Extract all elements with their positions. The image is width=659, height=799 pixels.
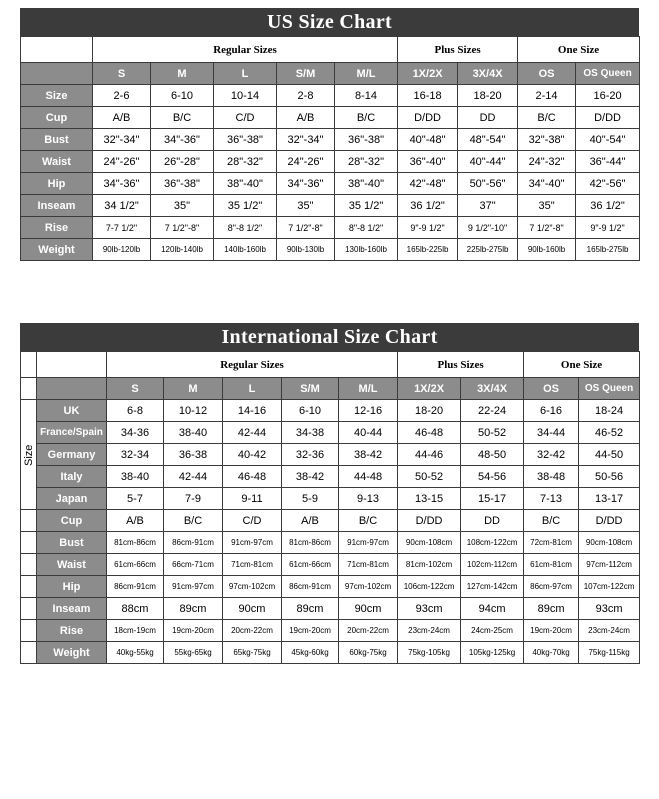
us-cell: 130lb-160lb — [335, 239, 398, 261]
intl-side-blank — [21, 576, 37, 598]
intl-cell: 5-9 — [282, 488, 339, 510]
intl-size-chart-block — [20, 323, 639, 664]
intl-cell: 97cm-112cm — [579, 554, 640, 576]
us-cell: B/C — [151, 107, 214, 129]
intl-cell: 36-38 — [164, 444, 223, 466]
intl-cell: B/C — [164, 510, 223, 532]
intl-cell: 18cm-19cm — [107, 620, 164, 642]
intl-cell: 44-48 — [339, 466, 398, 488]
us-group-header-row — [21, 37, 640, 63]
intl-row-label-france-spain: France/Spain — [37, 422, 107, 444]
us-code-corner — [21, 63, 93, 85]
intl-group-regular: Regular Sizes — [107, 352, 398, 378]
us-cell: 38"-40" — [214, 173, 277, 195]
intl-row-label-italy: Italy — [37, 466, 107, 488]
us-code-sm: S/M — [277, 63, 335, 85]
us-cell: 26"-28" — [151, 151, 214, 173]
us-cell: 35" — [151, 195, 214, 217]
table-row — [21, 532, 640, 554]
table-row — [21, 466, 640, 488]
us-row-label-waist: Waist — [21, 151, 93, 173]
intl-cell: 24cm-25cm — [461, 620, 524, 642]
table-row — [21, 642, 640, 664]
intl-cell: 55kg-65kg — [164, 642, 223, 664]
intl-cell: 61cm-66cm — [282, 554, 339, 576]
intl-cell: 45kg-60kg — [282, 642, 339, 664]
intl-cell: 38-48 — [524, 466, 579, 488]
intl-cell: 90cm — [223, 598, 282, 620]
intl-cell: 105kg-125kg — [461, 642, 524, 664]
intl-cell: 19cm-20cm — [524, 620, 579, 642]
intl-cell: 32-34 — [107, 444, 164, 466]
intl-cell: 40-42 — [223, 444, 282, 466]
us-cell: 8"-8 1/2" — [214, 217, 277, 239]
intl-code-ml: M/L — [339, 378, 398, 400]
us-cell: 24"-32" — [518, 151, 576, 173]
us-cell: 48"-54" — [458, 129, 518, 151]
intl-cell: 6-8 — [107, 400, 164, 422]
intl-cell: 32-36 — [282, 444, 339, 466]
intl-cell: 89cm — [164, 598, 223, 620]
us-cell: 38"-40" — [335, 173, 398, 195]
us-code-os-queen: OS Queen — [576, 63, 640, 85]
us-cell: 34"-36" — [93, 173, 151, 195]
intl-cell: 88cm — [107, 598, 164, 620]
us-cell: 90lb-130lb — [277, 239, 335, 261]
intl-cell: 38-40 — [164, 422, 223, 444]
us-row-label-inseam: Inseam — [21, 195, 93, 217]
table-row — [21, 239, 640, 261]
us-cell: A/B — [277, 107, 335, 129]
intl-row-label-hip: Hip — [37, 576, 107, 598]
us-cell: 165lb-275lb — [576, 239, 640, 261]
us-cell: 34"-40" — [518, 173, 576, 195]
intl-cell: 22-24 — [461, 400, 524, 422]
us-cell: 16-20 — [576, 85, 640, 107]
us-cell: 90lb-120lb — [93, 239, 151, 261]
us-cell: 7 1/2"-8" — [277, 217, 335, 239]
intl-cell: 61cm-81cm — [524, 554, 579, 576]
intl-cell: D/DD — [579, 510, 640, 532]
intl-cell: 89cm — [282, 598, 339, 620]
us-cell: C/D — [214, 107, 277, 129]
us-group-regular: Regular Sizes — [93, 37, 398, 63]
table-row — [21, 620, 640, 642]
intl-cell: 127cm-142cm — [461, 576, 524, 598]
us-cell: 36 1/2" — [576, 195, 640, 217]
intl-row-label-japan: Japan — [37, 488, 107, 510]
us-cell: 34 1/2" — [93, 195, 151, 217]
us-cell: A/B — [93, 107, 151, 129]
intl-cell: 40-44 — [339, 422, 398, 444]
intl-cell: D/DD — [398, 510, 461, 532]
us-cell: B/C — [518, 107, 576, 129]
us-cell: 90lb-160lb — [518, 239, 576, 261]
us-cell: 140lb-160lb — [214, 239, 277, 261]
intl-cell: B/C — [524, 510, 579, 532]
intl-row-label-waist: Waist — [37, 554, 107, 576]
us-code-row — [21, 63, 640, 85]
intl-side-blank — [21, 510, 37, 532]
table-row — [21, 488, 640, 510]
table-row — [21, 129, 640, 151]
intl-row-label-cup: Cup — [37, 510, 107, 532]
intl-cell: 40kg-55kg — [107, 642, 164, 664]
intl-cell: 10-12 — [164, 400, 223, 422]
intl-cell: 34-38 — [282, 422, 339, 444]
intl-cell: 50-56 — [579, 466, 640, 488]
us-cell: 165lb-225lb — [398, 239, 458, 261]
intl-cell: 65kg-75kg — [223, 642, 282, 664]
table-row — [21, 576, 640, 598]
us-cell: 18-20 — [458, 85, 518, 107]
intl-side-code-corner — [21, 378, 37, 400]
us-cell: 9"-9 1/2" — [576, 217, 640, 239]
intl-cell: 86cm-91cm — [107, 576, 164, 598]
us-row-label-bust: Bust — [21, 129, 93, 151]
us-size-chart-block — [20, 8, 639, 261]
intl-code-l: L — [223, 378, 282, 400]
intl-cell: 50-52 — [398, 466, 461, 488]
us-code-os: OS — [518, 63, 576, 85]
us-group-corner — [21, 37, 93, 63]
intl-cell: 6-10 — [282, 400, 339, 422]
us-cell: 40"-54" — [576, 129, 640, 151]
intl-cell: 54-56 — [461, 466, 524, 488]
intl-cell: 12-16 — [339, 400, 398, 422]
intl-side-blank — [21, 620, 37, 642]
us-cell: 8"-8 1/2" — [335, 217, 398, 239]
table-row — [21, 107, 640, 129]
intl-chart-title: International Size Chart — [20, 323, 639, 351]
us-cell: 32"-34" — [277, 129, 335, 151]
table-row — [21, 85, 640, 107]
intl-group-header-row — [21, 352, 640, 378]
intl-cell: 34-36 — [107, 422, 164, 444]
intl-cell: 34-44 — [524, 422, 579, 444]
table-row — [21, 173, 640, 195]
us-row-label-weight: Weight — [21, 239, 93, 261]
intl-cell: DD — [461, 510, 524, 532]
intl-row-label-uk: UK — [37, 400, 107, 422]
intl-cell: 71cm-81cm — [339, 554, 398, 576]
intl-cell: A/B — [107, 510, 164, 532]
intl-cell: 86cm-91cm — [282, 576, 339, 598]
us-cell: 8-14 — [335, 85, 398, 107]
table-row — [21, 217, 640, 239]
us-cell: 7 1/2"-8" — [518, 217, 576, 239]
intl-cell: 90cm — [339, 598, 398, 620]
intl-cell: 86cm-91cm — [164, 532, 223, 554]
intl-cell: 75kg-115kg — [579, 642, 640, 664]
us-cell: 32"-34" — [93, 129, 151, 151]
intl-cell: 91cm-97cm — [164, 576, 223, 598]
intl-cell: 89cm — [524, 598, 579, 620]
intl-cell: 66cm-71cm — [164, 554, 223, 576]
us-cell: 2-6 — [93, 85, 151, 107]
us-cell: 10-14 — [214, 85, 277, 107]
us-cell: 7-7 1/2" — [93, 217, 151, 239]
us-code-m: M — [151, 63, 214, 85]
us-cell: 34"-36" — [151, 129, 214, 151]
top-spacer — [0, 0, 659, 8]
us-cell: 36"-40" — [398, 151, 458, 173]
intl-group-onesize: One Size — [524, 352, 640, 378]
intl-cell: 5-7 — [107, 488, 164, 510]
intl-cell: 71cm-81cm — [223, 554, 282, 576]
us-cell: 24"-26" — [93, 151, 151, 173]
intl-side-label-size: Size — [21, 400, 37, 510]
intl-side-blank — [21, 598, 37, 620]
intl-cell: 81cm-102cm — [398, 554, 461, 576]
us-cell: 32"-38" — [518, 129, 576, 151]
intl-cell: 18-24 — [579, 400, 640, 422]
intl-cell: 90cm-108cm — [398, 532, 461, 554]
intl-code-m: M — [164, 378, 223, 400]
us-cell: 34"-36" — [277, 173, 335, 195]
us-row-label-hip: Hip — [21, 173, 93, 195]
us-cell: 9 1/2"-10" — [458, 217, 518, 239]
intl-cell: 7-9 — [164, 488, 223, 510]
us-row-label-size: Size — [21, 85, 93, 107]
intl-cell: 15-17 — [461, 488, 524, 510]
intl-cell: 13-15 — [398, 488, 461, 510]
intl-row-label-rise: Rise — [37, 620, 107, 642]
us-cell: 9"-9 1/2" — [398, 217, 458, 239]
us-cell: 7 1/2"-8" — [151, 217, 214, 239]
intl-code-row — [21, 378, 640, 400]
us-cell: 35" — [518, 195, 576, 217]
intl-size-table — [20, 351, 640, 664]
intl-cell: 81cm-86cm — [282, 532, 339, 554]
intl-cell: 46-52 — [579, 422, 640, 444]
us-cell: 120lb-140lb — [151, 239, 214, 261]
intl-cell: 18-20 — [398, 400, 461, 422]
intl-cell: 90cm-108cm — [579, 532, 640, 554]
intl-code-s: S — [107, 378, 164, 400]
intl-row-label-bust: Bust — [37, 532, 107, 554]
intl-cell: 9-11 — [223, 488, 282, 510]
intl-cell: 93cm — [579, 598, 640, 620]
intl-cell: 46-48 — [223, 466, 282, 488]
us-group-onesize: One Size — [518, 37, 640, 63]
intl-cell: 75kg-105kg — [398, 642, 461, 664]
us-cell: 28"-32" — [214, 151, 277, 173]
table-row — [21, 151, 640, 173]
us-code-s: S — [93, 63, 151, 85]
intl-cell: 72cm-81cm — [524, 532, 579, 554]
intl-cell: 42-44 — [164, 466, 223, 488]
intl-cell: 20cm-22cm — [339, 620, 398, 642]
intl-cell: 91cm-97cm — [223, 532, 282, 554]
us-cell: 40"-48" — [398, 129, 458, 151]
table-row — [21, 400, 640, 422]
intl-cell: 6-16 — [524, 400, 579, 422]
table-row — [21, 422, 640, 444]
intl-code-os: OS — [524, 378, 579, 400]
intl-cell: A/B — [282, 510, 339, 532]
intl-row-label-weight: Weight — [37, 642, 107, 664]
intl-side-blank — [21, 554, 37, 576]
intl-code-sm: S/M — [282, 378, 339, 400]
us-cell: 42"-56" — [576, 173, 640, 195]
intl-cell: 107cm-122cm — [579, 576, 640, 598]
us-cell: 40"-44" — [458, 151, 518, 173]
us-code-3x4x: 3X/4X — [458, 63, 518, 85]
intl-cell: 38-42 — [282, 466, 339, 488]
intl-cell: 50-52 — [461, 422, 524, 444]
intl-cell: 38-42 — [339, 444, 398, 466]
us-cell: DD — [458, 107, 518, 129]
us-code-l: L — [214, 63, 277, 85]
us-row-label-cup: Cup — [21, 107, 93, 129]
intl-cell: 97cm-102cm — [339, 576, 398, 598]
intl-cell: 20cm-22cm — [223, 620, 282, 642]
intl-cell: 13-17 — [579, 488, 640, 510]
table-row — [21, 195, 640, 217]
intl-cell: 108cm-122cm — [461, 532, 524, 554]
us-cell: D/DD — [398, 107, 458, 129]
table-row — [21, 554, 640, 576]
intl-row-label-inseam: Inseam — [37, 598, 107, 620]
us-cell: 2-14 — [518, 85, 576, 107]
intl-code-os-queen: OS Queen — [579, 378, 640, 400]
intl-cell: 60kg-75kg — [339, 642, 398, 664]
us-chart-title: US Size Chart — [20, 8, 639, 36]
us-cell: 35 1/2" — [214, 195, 277, 217]
us-cell: 35" — [277, 195, 335, 217]
intl-side-blank — [21, 532, 37, 554]
us-cell: 16-18 — [398, 85, 458, 107]
intl-cell: 102cm-112cm — [461, 554, 524, 576]
table-row — [21, 510, 640, 532]
us-cell: D/DD — [576, 107, 640, 129]
intl-cell: 44-46 — [398, 444, 461, 466]
chart-gap-spacer — [0, 261, 659, 323]
us-cell: 42"-48" — [398, 173, 458, 195]
us-cell: 36"-38" — [214, 129, 277, 151]
intl-cell: B/C — [339, 510, 398, 532]
intl-cell: 106cm-122cm — [398, 576, 461, 598]
us-cell: 28"-32" — [335, 151, 398, 173]
intl-row-label-germany: Germany — [37, 444, 107, 466]
intl-side-blank — [21, 642, 37, 664]
us-cell: 35 1/2" — [335, 195, 398, 217]
us-cell: 225lb-275lb — [458, 239, 518, 261]
intl-cell: 61cm-66cm — [107, 554, 164, 576]
us-cell: 37" — [458, 195, 518, 217]
intl-group-corner — [37, 352, 107, 378]
intl-cell: 23cm-24cm — [398, 620, 461, 642]
intl-cell: 40kg-70kg — [524, 642, 579, 664]
intl-cell: 44-50 — [579, 444, 640, 466]
intl-code-3x4x: 3X/4X — [461, 378, 524, 400]
us-cell: B/C — [335, 107, 398, 129]
intl-cell: 38-40 — [107, 466, 164, 488]
us-cell: 36"-38" — [151, 173, 214, 195]
intl-cell: 48-50 — [461, 444, 524, 466]
us-cell: 24"-26" — [277, 151, 335, 173]
intl-cell: 97cm-102cm — [223, 576, 282, 598]
intl-cell: 46-48 — [398, 422, 461, 444]
intl-cell: 93cm — [398, 598, 461, 620]
intl-cell: 14-16 — [223, 400, 282, 422]
intl-cell: 19cm-20cm — [282, 620, 339, 642]
us-code-1x2x: 1X/2X — [398, 63, 458, 85]
intl-cell: 23cm-24cm — [579, 620, 640, 642]
us-size-table — [20, 36, 640, 261]
us-cell: 36"-38" — [335, 129, 398, 151]
us-row-label-rise: Rise — [21, 217, 93, 239]
intl-cell: 32-42 — [524, 444, 579, 466]
intl-cell: 42-44 — [223, 422, 282, 444]
intl-side-corner — [21, 352, 37, 378]
intl-cell: 19cm-20cm — [164, 620, 223, 642]
intl-cell: 7-13 — [524, 488, 579, 510]
us-cell: 36 1/2" — [398, 195, 458, 217]
intl-cell: C/D — [223, 510, 282, 532]
intl-group-plus: Plus Sizes — [398, 352, 524, 378]
us-cell: 6-10 — [151, 85, 214, 107]
intl-cell: 9-13 — [339, 488, 398, 510]
us-cell: 36"-44" — [576, 151, 640, 173]
intl-cell: 91cm-97cm — [339, 532, 398, 554]
intl-code-corner — [37, 378, 107, 400]
intl-cell: 81cm-86cm — [107, 532, 164, 554]
table-row — [21, 598, 640, 620]
us-code-ml: M/L — [335, 63, 398, 85]
intl-cell: 86cm-97cm — [524, 576, 579, 598]
us-cell: 2-8 — [277, 85, 335, 107]
us-cell: 50"-56" — [458, 173, 518, 195]
table-row — [21, 444, 640, 466]
intl-code-1x2x: 1X/2X — [398, 378, 461, 400]
intl-cell: 94cm — [461, 598, 524, 620]
us-group-plus: Plus Sizes — [398, 37, 518, 63]
